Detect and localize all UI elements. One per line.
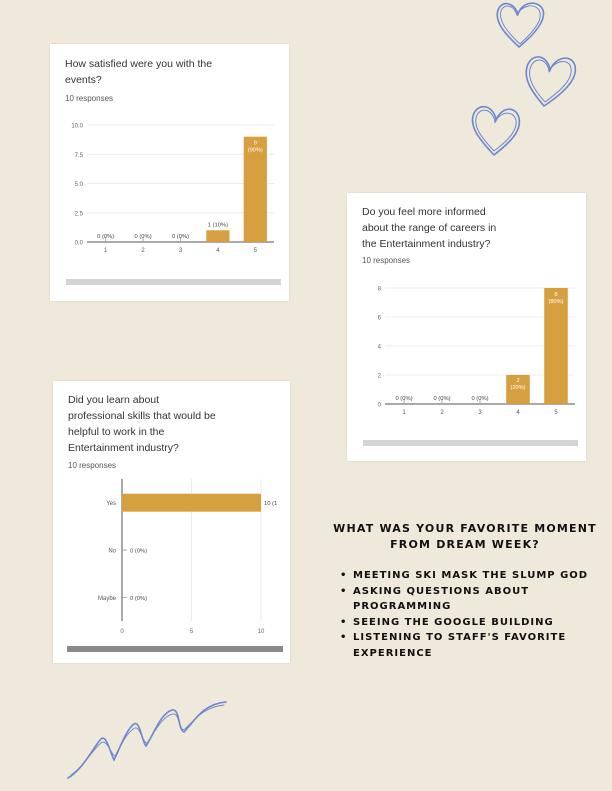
data-label: (20%) [510,385,526,391]
y-tick-label: No [108,548,116,555]
heart-doodle-icon [520,50,580,112]
bar-chart-informed [347,193,586,461]
y-tick-label: Yes [106,501,116,508]
x-tick-label: 5 [253,248,257,254]
y-tick-label: 6 [377,315,381,322]
chart-card-satisfaction [50,44,289,301]
data-label: (80%) [548,299,564,305]
y-tick-label: 4 [377,344,381,351]
x-tick-label: 10 [257,629,265,635]
responses-count: 10 responses [65,94,114,103]
heart-doodle-icon [466,100,526,160]
y-tick-label: 5.0 [74,182,83,188]
data-label: 0 (0%) [395,396,413,402]
y-tick-label: 2.5 [74,211,83,218]
data-label: 0 (0%) [171,234,190,240]
data-label: 10 (1 [264,501,278,508]
data-label: 1 (10%) [207,222,229,229]
list-item: • LISTENING TO STAFF'S FAVORITE EXPERIENCE [340,630,610,661]
data-label: 0 (0%) [130,548,148,555]
data-label: 0 (0%) [134,234,152,240]
list-item: • ASKING QUESTIONS ABOUT PROGRAMMING [340,584,610,615]
responses-count: 10 responses [362,256,411,265]
y-tick-label: Maybe [97,595,116,602]
list-item: • MEETING SKI MASK THE SLUMP GOD [340,568,610,584]
data-label: 0 (0%) [130,595,148,602]
x-tick-label: 4 [216,248,220,254]
heart-doodle-icon [492,0,552,55]
bar [544,288,568,404]
bar-chart-satisfaction [50,44,289,301]
x-tick-label: 5 [554,410,558,416]
y-tick-label: 7.5 [74,152,83,159]
scrollbar[interactable] [67,646,283,652]
data-label: 2 [516,378,520,384]
y-tick-label: 0 [377,402,381,409]
x-tick-label: 3 [478,410,482,416]
bar [206,230,229,242]
chart-card-informed [347,193,586,461]
x-tick-label: 3 [178,248,183,254]
bar [122,494,261,512]
data-label: 0 (0%) [433,396,451,402]
y-tick-label: 2 [377,373,381,380]
y-tick-label: 8 [377,286,381,293]
scribble-doodle-icon [62,690,232,785]
bar-chart-skills [53,381,290,663]
data-label: 9 [253,140,257,147]
chart-title: Do you feel more informed about the range of careers in the Entertainment industry? [362,206,497,250]
data-label: 0 (0%) [471,396,489,402]
x-tick-label: 2 [141,248,145,254]
x-tick-label: 1 [104,248,108,254]
chart-card-skills [53,381,290,663]
y-tick-label: 0.0 [74,240,83,247]
favorite-moment-list [340,568,610,661]
list-item: • SEEING THE GOOGLE BUILDING [340,615,610,631]
favorite-moment-heading: WHAT WAS YOUR FAVORITE MOMENT FROM DREAM WEEK? [333,522,597,551]
y-tick-label: 10.0 [71,123,83,130]
scrollbar[interactable] [363,440,578,446]
data-label: 0 (0%) [97,234,115,240]
x-tick-label: 5 [189,629,194,635]
x-tick-label: 2 [440,410,444,416]
scrollbar[interactable] [66,279,281,285]
chart-title: Did you learn about professional skills that would be helpful to work in the Entertainment industry? [68,394,216,454]
data-label: 8 [554,292,558,298]
x-tick-label: 0 [120,629,124,635]
x-tick-label: 1 [402,410,406,416]
x-tick-label: 4 [516,410,520,416]
chart-title: How satisfied were you with the events? [65,58,213,86]
data-label: (90%) [247,147,263,154]
responses-count: 10 responses [68,461,117,470]
